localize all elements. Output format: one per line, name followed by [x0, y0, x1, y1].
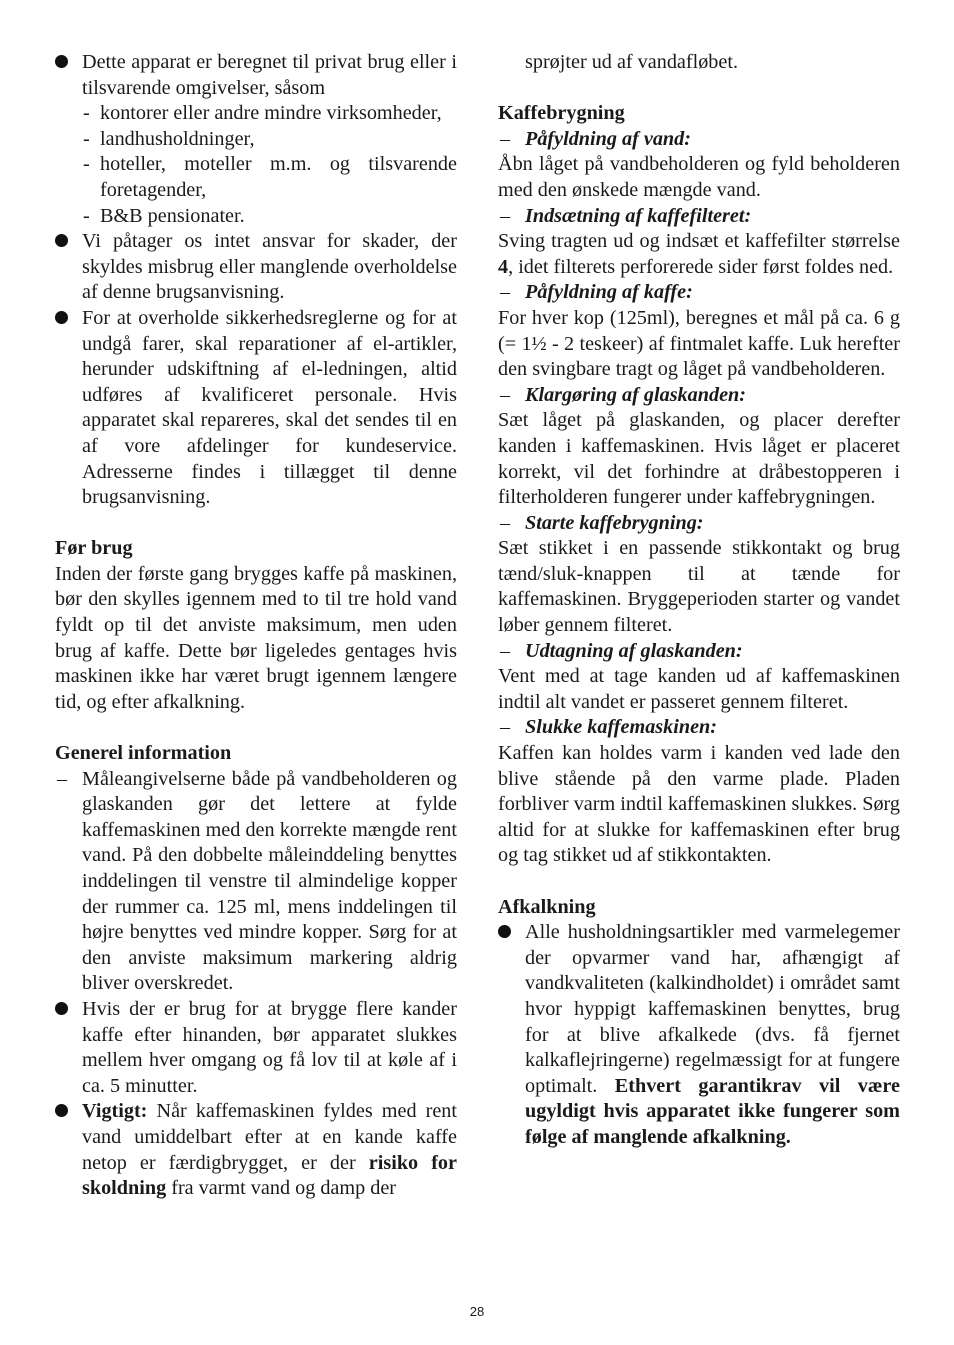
bullet-multiple-pots: Hvis der er brug for at brygge flere kander kaffe efter hinanden, bør apparatet slukkes mellem hver omgang og få lov til at køle af i ca. 5 minutter. — [55, 997, 457, 1099]
bullet-liability: Vi påtager os intet ansvar for skader, der skyldes misbrug eller manglende overholdelse af denne brugsanvisning. — [55, 229, 457, 306]
continued-text: sprøjter ud af vandafløbet. — [525, 51, 739, 73]
sub-item: - B&B pensionater. — [83, 204, 245, 227]
bullet-descaling: Alle husholdningsartikler med varmelegemer der opvarmer vand har, afhængigt af vandkvaliteten (kalkindholdet) i området samt hvor hyppigt kaffemaskinen benyttes, brug for at blive afkalkede (dvs. få fjernet kalkaflejringerne) regelmæssigt for at fungere optimalt. Ethvert garantikrav vil være ugyldigt hvis apparatet ikke fungerer som følge af manglende afkalkning. — [498, 920, 900, 1150]
step-text: Sving tragten ud og indsæt et kaffefilter størrelse 4, idet filterets perforerede sider først foldes ned. — [498, 230, 900, 278]
bullet-dot-icon — [55, 311, 68, 324]
sub-item: - hoteller, moteller m.m. og tilsvarende foretagender, — [83, 153, 457, 201]
step-text: Sæt stikket i en passende stikkontakt og brug tænd/sluk-knappen til at tænde for kaffemaskinen. Bryggeperioden starter og vandet løber gennem filteret. — [498, 537, 900, 637]
bullet-dot-icon — [55, 55, 68, 68]
dash-item-measurements: – Måleangivelserne både på vandbeholderen og glaskanden gør det lettere at fylde kaffemaskinen med den korrekte mængde rent vand. På den dobbelte måleinddeling benyttes inddelingen til venstre til almindelige kopper der rummer ca. 125 ml, mens inddelingen til højre benyttes ved mindre kopper. Sørg for at den anviste maksimum markering aldrig bliver overskredet. — [57, 767, 457, 995]
step-text: For hver kop (125ml), beregnes et mål på ca. 6 g (= 1½ - 2 teskeer) af fintmalet kaffe. Luk herefter den svingbare tragt og låget på vandbeholderen. — [498, 306, 900, 381]
step-title: – Påfyldning af kaffe: — [500, 281, 693, 304]
sub-item: - kontorer eller andre mindre virksomheder, — [83, 102, 442, 125]
heading-generel-information: Generel information — [55, 742, 232, 765]
step-text: Åbn låget på vandbeholderen og fyld beholderen med den ønskede mængde vand. — [498, 153, 900, 201]
step-title: – Påfyldning af vand: — [500, 127, 691, 150]
step-title: – Slukke kaffemaskinen: — [500, 716, 717, 739]
sub-item: - landhusholdninger, — [83, 127, 255, 150]
heading-for-brug: Før brug — [55, 537, 133, 560]
page-number: 28 — [469, 1304, 485, 1319]
heading-afkalkning: Afkalkning — [498, 895, 596, 918]
heading-kaffebrygning: Kaffebrygning — [498, 102, 625, 125]
bullet-private-use: Dette apparat er beregnet til privat brug eller i tilsvarende omgivelser, såsom — [55, 50, 457, 101]
step-title: – Udtagning af glaskanden: — [500, 639, 743, 662]
bullet-dot-icon — [55, 1002, 68, 1015]
right-column — [498, 50, 900, 1151]
step-text: Sæt låget på glaskanden, og placer derefter kanden i kaffemaskinen. Hvis låget er placeret korrekt, vil det forhindre at dråbestopperen i filterholderen fungerer under kaffebrygningen. — [498, 409, 900, 509]
step-title: – Indsætning af kaffefilteret: — [500, 204, 752, 227]
step-text: Vent med at tage kanden ud af kaffemaskinen indtil alt vandet er passeret gennem filteret. — [498, 665, 900, 713]
paragraph-for-brug: Inden der første gang brygges kaffe på maskinen, bør den skylles igennem med to til tre hold vand fyldt op til det anviste maksimum, men uden brug af kaffe. Dette bør ligeledes gentages hvis maskinen ikke har været brugt igennem længere tid, og efter afkalkning. — [55, 562, 457, 713]
bullet-safety-repairs: For at overholde sikkerhedsreglerne og for at undgå farer, skal reparationer af el-artikler, herunder udskiftning af el-ledningen, altid udføres af kvalificeret personale. Hvis apparatet skal repareres, skal det sendes til en af vore afdelinger for kundeservice. Adresserne findes i tillægget til denne brugsanvisning. — [55, 306, 457, 511]
step-title: – Klargøring af glaskanden: — [500, 383, 746, 406]
bullet-dot-icon — [498, 925, 511, 938]
bullet-important-warning: Vigtigt: Når kaffemaskinen fyldes med rent vand umiddelbart efter at en kande kaffe netop er færdigbrygget, er der risiko for skoldning fra varmt vand og damp der — [55, 1099, 457, 1201]
bullet-dot-icon — [55, 1104, 68, 1117]
left-column — [55, 50, 457, 1202]
step-title: – Starte kaffebrygning: — [500, 511, 704, 534]
step-text: Kaffen kan holdes varm i kanden ved lade den blive stående på den varme plade. Pladen forbliver varm indtil kaffemaskinen slukkes. Sørg altid for at slukke for kaffemaskinen efter brug og tag stikket ud af stikkontakten. — [498, 742, 900, 867]
bullet-dot-icon — [55, 234, 68, 247]
